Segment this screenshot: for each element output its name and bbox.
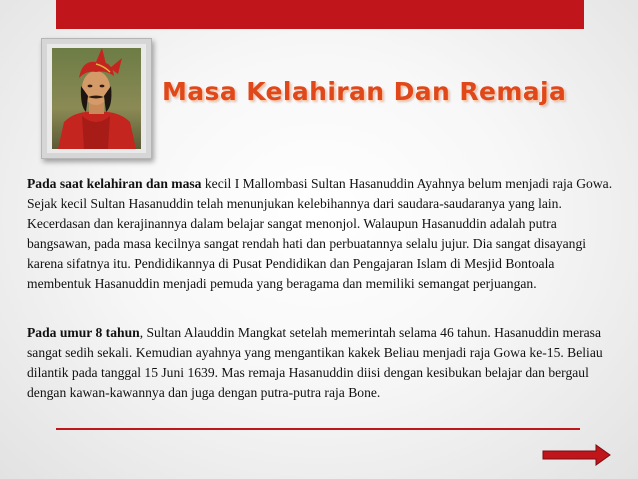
paragraph-2-body: , Sultan Alauddin Mangkat setelah memerintah selama 46 tahun. Hasanuddin merasa sangat sedih sekali. Kemudian ayahnya yang mengantikan kakek Beliau menjadi raja Gowa ke-15. Beliau dilantik pada tanggal 15 Juni 1639. Mas remaja Hasanuddin diisi dengan kesibukan belajar dan bergaul dengan kawan-kawannya dan juga dengan putra-putra raja Bone.: [27, 325, 603, 400]
bottom-divider: [56, 428, 580, 430]
paragraph-1-body: kecil I Mallombasi Sultan Hasanuddin Ayahnya belum menjadi raja Gowa. Sejak kecil Sultan Hasanuddin telah menunjukan kelebihannya dari saudara-saudaranya yang lain. Kecerdasan dan kerajinannya dalam belajar sangat menonjol. Walaupun Hasanuddin adalah putra bangsawan, pada masa kecilnya sangat rendah hati dan perbuatannya selalu jujur. Dia sangat disayangi karena sifatnya itu. Pendidikannya di Pusat Pendidikan dan Pengajaran Islam di Mesjid Bontoala membentuk Hasanuddin menjadi pemuda yang beragama dan memiliki semangat perjuangan.: [27, 176, 613, 291]
top-accent-bar: [56, 0, 584, 29]
portrait-frame: [41, 38, 152, 159]
right-arrow-icon[interactable]: [542, 444, 612, 466]
paragraph-2: [27, 323, 617, 403]
slide-title: Masa Kelahiran Dan Remaja: [162, 77, 567, 106]
portrait-image: [52, 48, 141, 149]
paragraph-1: [27, 174, 617, 294]
paragraph-2-lead: Pada umur 8 tahun: [27, 325, 140, 340]
paragraph-1-lead: Pada saat kelahiran dan masa: [27, 176, 202, 191]
